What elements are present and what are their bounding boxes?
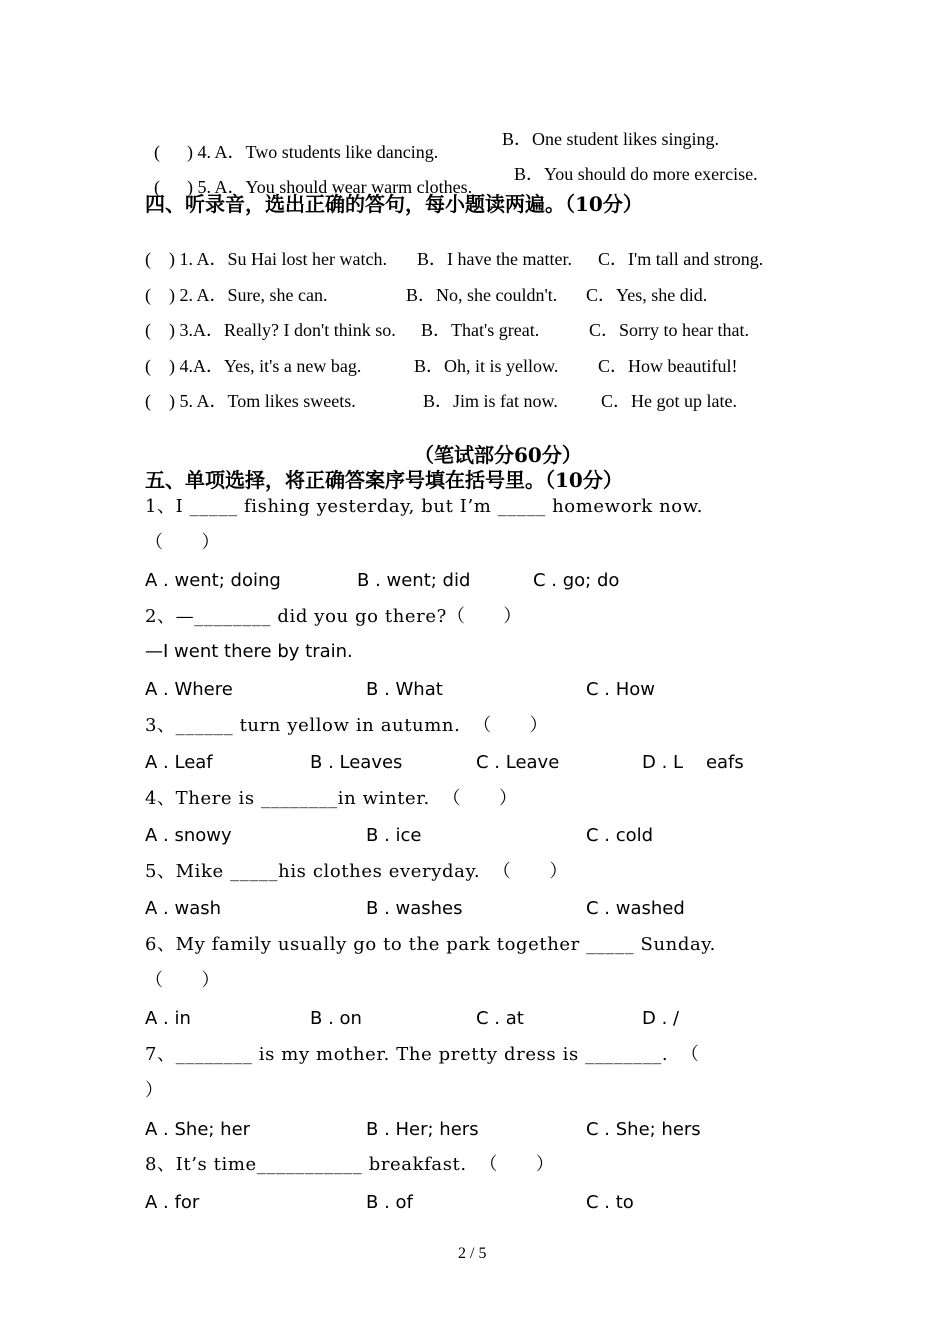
- p5-q3-opt-c: C . Leave: [476, 752, 560, 773]
- p4-q5-b: B．Jim is fat now.: [423, 391, 558, 411]
- p5-q8-stem: 8、It’s time___________ breakfast. （ ）: [145, 1154, 555, 1175]
- p5-q5-opt-a: A . wash: [145, 898, 222, 919]
- p5-q4-opt-b: B . ice: [366, 825, 422, 846]
- p5-q7-stem: 7、________ is my mother. The pretty dress is ________. （: [145, 1044, 700, 1065]
- p5-q6-paren: （ ）: [145, 970, 221, 991]
- written-part-title: （笔试部分60分）: [414, 443, 582, 467]
- p5-q1-opt-c: C . go; do: [533, 570, 620, 591]
- p3-q5-a: ( ) 5. A．You should wear warm clothes.: [154, 177, 473, 197]
- p5-q7-paren: ）: [145, 1080, 164, 1101]
- p5-q7-opt-a: A . She; her: [145, 1119, 251, 1140]
- p5-q3-opt-d: D . L eafs: [642, 752, 744, 773]
- p5-q3-opt-b: B . Leaves: [310, 752, 403, 773]
- p5-q7-opt-c: C . She; hers: [586, 1119, 701, 1140]
- p4-q1-c: C．I'm tall and strong.: [598, 249, 764, 269]
- p4-q3-c: C．Sorry to hear that.: [589, 320, 749, 340]
- p4-q4-b: B．Oh, it is yellow.: [414, 356, 559, 376]
- p5-q8-opt-c: C . to: [586, 1192, 634, 1213]
- p5-q2-opt-a: A . Where: [145, 679, 233, 700]
- p4-q2-c: C．Yes, she did.: [586, 285, 708, 305]
- p4-q2-a: ( ) 2. A．Sure, she can.: [145, 285, 328, 305]
- p5-q6-opt-a: A . in: [145, 1008, 191, 1029]
- part5-heading: 五、单项选择，将正确答案序号填在括号里。（10分）: [145, 468, 623, 492]
- p5-q5-opt-b: B . washes: [366, 898, 463, 919]
- p3-q4-a: ( ) 4. A．Two students like dancing.: [154, 142, 439, 162]
- p5-q4-opt-c: C . cold: [586, 825, 654, 846]
- p5-q3-stem: 3、______ turn yellow in autumn. （ ）: [145, 715, 549, 736]
- p5-q2-opt-c: C . How: [586, 679, 656, 700]
- p5-q1-opt-a: A . went; doing: [145, 570, 281, 591]
- p5-q2-reply: —I went there by train.: [145, 641, 353, 662]
- page-number: 2 / 5: [458, 1245, 487, 1262]
- p4-q5-a: ( ) 5. A．Tom likes sweets.: [145, 391, 356, 411]
- p5-q1-stem: 1、I _____ fishing yesterday, but I’m _____ homework now.: [145, 496, 703, 517]
- p5-q5-opt-c: C . washed: [586, 898, 685, 919]
- p4-q5-c: C．He got up late.: [601, 391, 737, 411]
- p5-q5-stem: 5、Mike _____his clothes everyday. （ ）: [145, 861, 568, 882]
- p4-q3-a: ( ) 3.A．Really? I don't think so.: [145, 320, 396, 340]
- part4-heading: 四、听录音，选出正确的答句，每小题读两遍。（10分）: [145, 192, 643, 216]
- p5-q1-opt-b: B . went; did: [357, 570, 471, 591]
- p4-q1-b: B．I have the matter.: [417, 249, 572, 269]
- p5-q8-opt-a: A . for: [145, 1192, 200, 1213]
- p5-q7-opt-b: B . Her; hers: [366, 1119, 479, 1140]
- p5-q3-opt-a: A . Leaf: [145, 752, 213, 773]
- p5-q6-opt-d: D . /: [642, 1008, 680, 1029]
- p5-q8-opt-b: B . of: [366, 1192, 413, 1213]
- p5-q4-stem: 4、There is ________in winter. （ ）: [145, 788, 518, 809]
- p3-q4-b: B．One student likes singing.: [502, 129, 719, 149]
- p3-q5-line: [145, 160, 472, 196]
- p5-q6-stem: 6、My family usually go to the park together _____ Sunday.: [145, 934, 717, 955]
- p5-q2-opt-b: B . What: [366, 679, 443, 700]
- p4-q4-c: C．How beautiful!: [598, 356, 738, 376]
- p4-q3-b: B．That's great.: [421, 320, 540, 340]
- p3-q5-b: B．You should do more exercise.: [514, 164, 758, 184]
- p5-q6-opt-b: B . on: [310, 1008, 362, 1029]
- p4-q4-a: ( ) 4.A．Yes, it's a new bag.: [145, 356, 362, 376]
- p5-q6-opt-c: C . at: [476, 1008, 524, 1029]
- p4-q2-b: B．No, she couldn't.: [406, 285, 558, 305]
- p5-q1-paren: （ ）: [145, 532, 221, 553]
- p5-q2-stem: 2、—________ did you go there?（ ）: [145, 606, 523, 627]
- p3-q4-line: [145, 125, 438, 161]
- p4-q1-a: ( ) 1. A．Su Hai lost her watch.: [145, 249, 387, 269]
- p5-q4-opt-a: A . snowy: [145, 825, 232, 846]
